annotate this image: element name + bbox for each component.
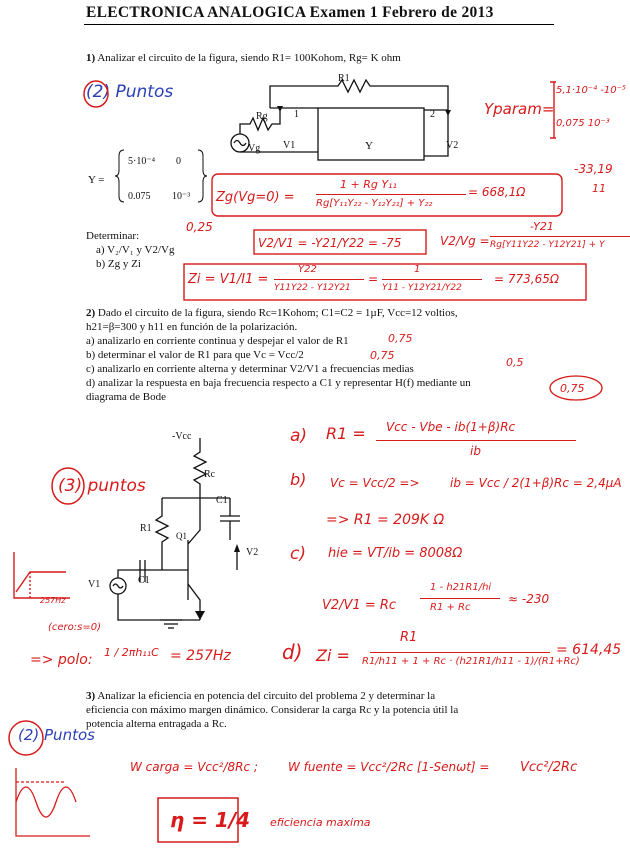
part-a-den: ib: [470, 444, 481, 458]
y21: 0.075: [128, 191, 151, 202]
side-value-1: -33,19: [574, 162, 613, 176]
part-d-bar: [370, 652, 550, 653]
zg-fraction-bar: [316, 194, 466, 195]
part-a-bar: [376, 440, 576, 441]
polo-value: = 257Hz: [170, 648, 231, 664]
polo-label: => polo:: [30, 652, 93, 668]
problem-2-line-3: a) analizarlo en corriente continua y despejar el valor de R1: [86, 335, 349, 347]
part-a-label: a): [290, 426, 308, 446]
i2-label: 2: [430, 109, 435, 120]
yparam-label: Yparam=: [484, 100, 555, 118]
q1-label: Q1: [176, 531, 187, 541]
exam-title: ELECTRONICA ANALOGICA Examen 1 Febrero de 2013: [86, 4, 494, 21]
zi-frac2-den: Y11 - Y12Y21/Y22: [382, 283, 462, 293]
part-d-num: R1: [400, 630, 418, 645]
problem-3-line-3: potencia alterna entragada a Rc.: [86, 718, 227, 730]
part-d-value: = 614,45: [556, 642, 622, 658]
grade-b: 0,75: [370, 349, 395, 362]
y12: 0: [176, 156, 181, 167]
problem-2-line-7: diagrama de Bode: [86, 391, 167, 403]
points-circle-1: [82, 80, 112, 110]
part-b-eq3: => R1 = 209K Ω: [326, 512, 445, 528]
v2vg-fraction-bar: [490, 236, 630, 237]
points-note-2: (3) puntos: [58, 476, 146, 496]
problem1-item-a: a) V₂/V₁ y V2/Vg: [96, 244, 175, 256]
problem-2-line-6: d) analizar la respuesta en baja frecuencia respecto a C1 y representar H(f) mediante un: [86, 377, 471, 389]
grade-025: 0,25: [186, 220, 213, 234]
grade-a: 0,75: [388, 332, 413, 345]
v2-output-label: V2: [246, 547, 259, 558]
zg-value: = 668,1Ω: [468, 185, 526, 199]
two-port-circuit-diagram: [220, 70, 470, 180]
problem-3-line-2: eficiencia con máximo margen dinámico. Considerar la carga Rc y la potencia útil la: [86, 704, 459, 716]
part-a-eq: R1 =: [326, 424, 366, 443]
zg-numerator: 1 + Rg Y₁₁: [340, 178, 397, 191]
zi-frac2-bar: [382, 279, 482, 280]
zg-label: Zg(Vg=0) =: [216, 190, 295, 205]
problem1-item-b: b) Zg y Zi: [96, 258, 141, 270]
problem-2-line-5: c) analizarlo en corriente alterna y determinar V2/V1 a frecuencias medias: [86, 363, 414, 375]
part-a-num: Vcc - Vbe - ib(1+β)Rc: [386, 420, 516, 434]
cero-note: (cero:s=0): [48, 622, 102, 633]
part-b-eq2: ib = Vcc / 2(1+β)Rc = 2,4µA: [450, 476, 622, 490]
part-d-den: R1/h11 + 1 + Rc · (h21R1/h11 - 1)/(R1+Rc): [362, 656, 580, 667]
zi-frac1-den: Y11Y22 - Y12Y21: [274, 283, 351, 293]
part-c-eq1: hie = VT/ib = 8008Ω: [328, 546, 463, 561]
y11: 5·10⁻⁴: [128, 156, 156, 167]
y-box-label: Y: [365, 140, 373, 152]
transistor-amplifier-diagram: [100, 420, 260, 630]
grade-d: 0,75: [560, 382, 585, 395]
v1-input-label: V1: [88, 579, 101, 590]
y22: 10⁻³: [172, 191, 191, 202]
w-fuente-value: Vcc²/2Rc: [520, 760, 578, 775]
part-c-label: c): [290, 544, 306, 564]
zi-frac2-num: 1: [414, 264, 421, 275]
problem-2-line-1: 2) Dado el circuito de la figura, siendo Rc=1Kohom; C1=C2 = 1µF, Vcc=12 voltios,: [86, 307, 458, 319]
c1-top-label: C1: [216, 495, 228, 506]
v2vg-label: V2/Vg =: [440, 234, 490, 248]
problem-2-line-2: h21=β=300 y h11 en función de la polarización.: [86, 321, 298, 333]
v2vg-denominator: Rg[Y11Y22 - Y12Y21] + Y: [490, 240, 605, 250]
v2v1-result: V2/V1 = -Y21/Y22 = -75: [258, 236, 402, 250]
grade-d-circle: [548, 374, 608, 402]
part-c-frac-den: R1 + Rc: [430, 602, 471, 613]
eficiencia-note: eficiencia maxima: [270, 816, 371, 829]
y-matrix-label: Y =: [88, 174, 105, 186]
part-c-value: ≈ -230: [508, 592, 550, 606]
yparam-row-2: 0,075 10⁻³: [556, 118, 610, 129]
i1-label: 1: [294, 109, 299, 120]
part-d-eq: Zi =: [316, 646, 350, 665]
vcc-label: -Vcc: [172, 431, 192, 442]
v2vg-numerator: -Y21: [530, 220, 554, 233]
title-underline: [84, 24, 554, 25]
v1-label: V1: [283, 140, 296, 151]
zi-value: = 773,65Ω: [494, 272, 560, 286]
zi-frac1-num: Y22: [298, 264, 317, 275]
problem-2-line-4: b) determinar el valor de R1 para que Vc = Vcc/2: [86, 349, 304, 361]
r1-label: R1: [338, 73, 350, 84]
determine-label: Determinar:: [86, 230, 140, 242]
power-sketch: [6, 762, 96, 842]
problem-3-line-1: 3) Analizar la eficiencia en potencia del circuito del problema 2 y determinar la: [86, 690, 436, 702]
part-c-frac-bar: [420, 598, 500, 599]
part-d-label: d): [282, 640, 303, 664]
points-circle-2: [50, 466, 86, 506]
problem-1-statement: 1) Analizar el circuito de la figura, siendo R1= 100Kohom, Rg= K ohm: [86, 52, 401, 64]
polo-frac: 1 / 2πh₁₁C: [104, 646, 159, 659]
vg-label: Vg: [248, 143, 261, 154]
zg-denominator: Rg[Y₁₁Y₂₂ - Y₁₂Y₂₁] + Y₂₂: [316, 198, 433, 209]
zi-label: Zi = V1/I1 =: [188, 272, 269, 287]
part-b-label: b): [290, 470, 307, 489]
rc-label: Rc: [204, 469, 216, 480]
eta-result: η = 1/4: [170, 808, 251, 832]
points-note-3: (2) Puntos: [18, 726, 95, 744]
c1-bottom-label: C1: [138, 575, 150, 586]
r1-circuit-label: R1: [140, 523, 152, 534]
part-c-frac-num: 1 - h21R1/hi: [430, 582, 492, 593]
grade-c: 0,5: [506, 356, 524, 369]
points-note-1: (2) Puntos: [86, 82, 174, 102]
zi-frac1-bar: [274, 279, 364, 280]
side-value-2: 11: [592, 182, 606, 195]
rg-label: Rg: [256, 111, 268, 122]
w-carga: W carga = Vcc²/8Rc ;: [130, 760, 258, 774]
v2-label: V2: [446, 140, 459, 151]
w-fuente: W fuente = Vcc²/2Rc [1-Senωt] =: [288, 760, 490, 774]
yparam-row-1: 5,1·10⁻⁴ -10⁻⁵: [556, 85, 626, 96]
part-c-eq2: V2/V1 = Rc: [322, 598, 397, 613]
bode-freq-label: 257Hz: [40, 596, 66, 605]
zi-equals: =: [368, 272, 379, 286]
part-b-eq1: Vc = Vcc/2 =>: [330, 476, 420, 490]
